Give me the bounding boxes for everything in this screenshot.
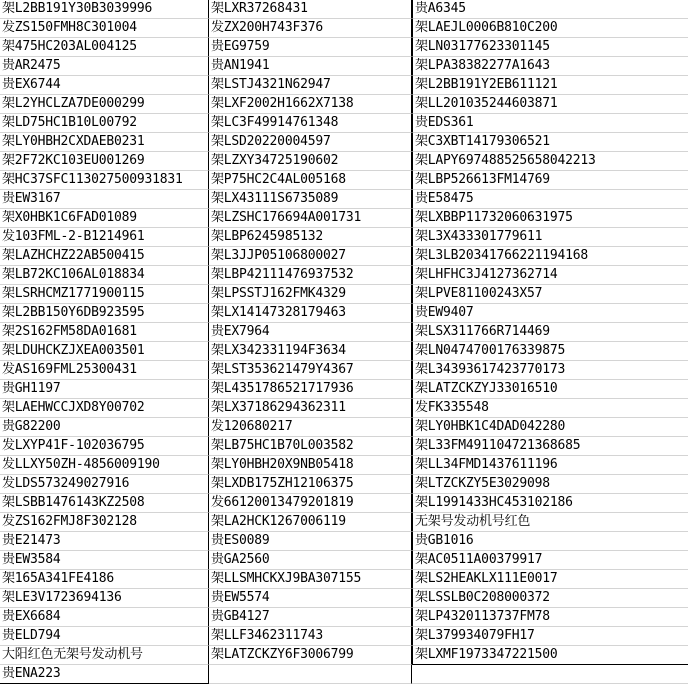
cell-r9-c2[interactable]: 架LZXY34725190602	[209, 152, 412, 171]
cell-r17-c1[interactable]: 架L2BB150Y6DB923595	[0, 304, 209, 323]
cell-r14-c2[interactable]: 架L3JJP05106800027	[209, 247, 412, 266]
cell-r15-c3[interactable]: 架LHFHC3J4127362714	[412, 266, 688, 285]
cell-r3-c2[interactable]: 贵EG9759	[209, 38, 412, 57]
cell-r27-c1[interactable]: 架LSBB1476143KZ2508	[0, 494, 209, 513]
cell-r20-c3[interactable]: 架L34393617423770173	[412, 361, 688, 380]
cell-r28-c3[interactable]: 无架号发动机号红色	[412, 513, 688, 532]
cell-r6-c2[interactable]: 架LXF2002H1662X7138	[209, 95, 412, 114]
cell-r10-c3[interactable]: 架LBP526613FM14769	[412, 171, 688, 190]
cell-r25-c1[interactable]: 发LLXY50ZH-4856009190	[0, 456, 209, 475]
cell-r13-c1[interactable]: 发103FML-2-B1214961	[0, 228, 209, 247]
cell-r4-c3[interactable]: 架LPA38382277A1643	[412, 57, 688, 76]
cell-r5-c1[interactable]: 贵EX6744	[0, 76, 209, 95]
cell-r28-c2[interactable]: 架LA2HCK1267006119	[209, 513, 412, 532]
cell-r35-c1[interactable]: 大阳红色无架号发动机号	[0, 646, 209, 665]
cell-r7-c3[interactable]: 贵EDS361	[412, 114, 688, 133]
cell-r25-c3[interactable]: 架LL34FMD1437611196	[412, 456, 688, 475]
cell-r33-c3[interactable]: 架LP4320113737FM78	[412, 608, 688, 627]
cell-r22-c2[interactable]: 架LX37186294362311	[209, 399, 412, 418]
cell-r4-c2[interactable]: 贵AN1941	[209, 57, 412, 76]
cell-r7-c2[interactable]: 架LC3F49914761348	[209, 114, 412, 133]
cell-r24-c3[interactable]: 架L33FM491104721368685	[412, 437, 688, 456]
cell-r34-c1[interactable]: 贵ELD794	[0, 627, 209, 646]
cell-r36-c2[interactable]	[209, 665, 412, 684]
cell-r23-c3[interactable]: 架LY0HBK1C4DAD042280	[412, 418, 688, 437]
cell-r12-c3[interactable]: 架LXBBP11732060631975	[412, 209, 688, 228]
cell-r19-c2[interactable]: 架LX342331194F3634	[209, 342, 412, 361]
cell-r23-c1[interactable]: 贵G82200	[0, 418, 209, 437]
cell-r10-c1[interactable]: 架HC37SFC113027500931831	[0, 171, 209, 190]
cell-r21-c3[interactable]: 架LATZCKZYJ33016510	[412, 380, 688, 399]
cell-r34-c3[interactable]: 架L379934079FH17	[412, 627, 688, 646]
cell-r11-c3[interactable]: 贵E58475	[412, 190, 688, 209]
cell-r9-c1[interactable]: 架2F72KC103EU001269	[0, 152, 209, 171]
cell-r35-c3[interactable]: 架LXMF1973347221500	[412, 646, 688, 665]
cell-r11-c1[interactable]: 贵EW3167	[0, 190, 209, 209]
cell-r10-c2[interactable]: 架P75HC2C4AL005168	[209, 171, 412, 190]
cell-r6-c3[interactable]: 架LL201035244603871	[412, 95, 688, 114]
cell-r4-c1[interactable]: 贵AR2475	[0, 57, 209, 76]
cell-r22-c1[interactable]: 架LAEHWCCJXD8Y00702	[0, 399, 209, 418]
cell-r22-c3[interactable]: 发FK335548	[412, 399, 688, 418]
cell-r32-c2[interactable]: 贵EW5574	[209, 589, 412, 608]
cell-r8-c2[interactable]: 架LSD20220004597	[209, 133, 412, 152]
cell-r7-c1[interactable]: 架LD75HC1B10L00792	[0, 114, 209, 133]
cell-r25-c2[interactable]: 架LY0HBH20X9NB05418	[209, 456, 412, 475]
cell-r32-c3[interactable]: 架LSSLB0C208000372	[412, 589, 688, 608]
cell-r3-c3[interactable]: 架LN03177623301145	[412, 38, 688, 57]
cell-r13-c3[interactable]: 架L3X433301779611	[412, 228, 688, 247]
cell-r34-c2[interactable]: 架LLF3462311743	[209, 627, 412, 646]
cell-r5-c2[interactable]: 架LSTJ4321N62947	[209, 76, 412, 95]
cell-r29-c3[interactable]: 贵GB1016	[412, 532, 688, 551]
cell-r27-c3[interactable]: 架L1991433HC453102186	[412, 494, 688, 513]
cell-r32-c1[interactable]: 架LE3V1723694136	[0, 589, 209, 608]
cell-r36-c3[interactable]	[412, 665, 688, 684]
cell-r12-c1[interactable]: 架X0HBK1C6FAD01089	[0, 209, 209, 228]
cell-r31-c1[interactable]: 架165A341FE4186	[0, 570, 209, 589]
cell-r2-c2[interactable]: 发ZX200H743F376	[209, 19, 412, 38]
cell-r19-c1[interactable]: 架LDUHCKZJXEA003501	[0, 342, 209, 361]
cell-r29-c1[interactable]: 贵E21473	[0, 532, 209, 551]
cell-r12-c2[interactable]: 架LZSHC176694A001731	[209, 209, 412, 228]
cell-r18-c2[interactable]: 贵EX7964	[209, 323, 412, 342]
cell-r23-c2[interactable]: 发120680217	[209, 418, 412, 437]
cell-r31-c3[interactable]: 架LS2HEAKLX111E0017	[412, 570, 688, 589]
cell-r36-c1[interactable]: 贵ENA223	[0, 665, 209, 684]
cell-r8-c1[interactable]: 架LY0HBH2CXDAEB0231	[0, 133, 209, 152]
cell-r26-c1[interactable]: 发LDS573249027916	[0, 475, 209, 494]
cell-r29-c2[interactable]: 贵ES0089	[209, 532, 412, 551]
cell-r6-c1[interactable]: 架L2YHCLZA7DE000299	[0, 95, 209, 114]
cell-r20-c2[interactable]: 架LST353621479Y4367	[209, 361, 412, 380]
cell-r17-c3[interactable]: 贵EW9407	[412, 304, 688, 323]
cell-r15-c1[interactable]: 架LB72KC106AL018834	[0, 266, 209, 285]
cell-r30-c2[interactable]: 贵GA2560	[209, 551, 412, 570]
cell-r5-c3[interactable]: 架L2BB191Y2EB611121	[412, 76, 688, 95]
cell-r24-c1[interactable]: 发LXYP41F-102036795	[0, 437, 209, 456]
cell-r1-c1[interactable]: 架L2BB191Y30B3039996	[0, 0, 209, 19]
cell-r21-c2[interactable]: 架L4351786521717936	[209, 380, 412, 399]
cell-r27-c2[interactable]: 发66120013479201819	[209, 494, 412, 513]
cell-r21-c1[interactable]: 贵GH1197	[0, 380, 209, 399]
cell-r11-c2[interactable]: 架LX43111S6735089	[209, 190, 412, 209]
cell-r16-c2[interactable]: 架LPSSTJ162FMK4329	[209, 285, 412, 304]
cell-r16-c1[interactable]: 架LSRHCMZ1771900115	[0, 285, 209, 304]
cell-r19-c3[interactable]: 架LN0474700176339875	[412, 342, 688, 361]
cell-r1-c3[interactable]: 贵A6345	[412, 0, 688, 19]
cell-r26-c2[interactable]: 架LXDB175ZH12106375	[209, 475, 412, 494]
cell-r33-c2[interactable]: 贵GB4127	[209, 608, 412, 627]
cell-r28-c1[interactable]: 发ZS162FMJ8F302128	[0, 513, 209, 532]
cell-r24-c2[interactable]: 架LB75HC1B70L003582	[209, 437, 412, 456]
cell-r8-c3[interactable]: 架C3XBT14179306521	[412, 133, 688, 152]
cell-r14-c3[interactable]: 架L3LB20341766221194168	[412, 247, 688, 266]
cell-r14-c1[interactable]: 架LAZHCHZ22AB500415	[0, 247, 209, 266]
cell-r18-c3[interactable]: 架LSX311766R714469	[412, 323, 688, 342]
cell-r30-c1[interactable]: 贵EW3584	[0, 551, 209, 570]
cell-r30-c3[interactable]: 架AC0511A00379917	[412, 551, 688, 570]
cell-r3-c1[interactable]: 架475HC203AL004125	[0, 38, 209, 57]
cell-r31-c2[interactable]: 架LLSMHCKXJ9BA307155	[209, 570, 412, 589]
cell-r13-c2[interactable]: 架LBP6245985132	[209, 228, 412, 247]
cell-r35-c2[interactable]: 架LATZCKZY6F3006799	[209, 646, 412, 665]
cell-r26-c3[interactable]: 架LTZCKZY5E3029098	[412, 475, 688, 494]
cell-r1-c2[interactable]: 架LXR37268431	[209, 0, 412, 19]
cell-r16-c3[interactable]: 架LPVE81100243X57	[412, 285, 688, 304]
cell-r15-c2[interactable]: 架LBP42111476937532	[209, 266, 412, 285]
cell-r2-c3[interactable]: 架LAEJL0006B810C200	[412, 19, 688, 38]
cell-r2-c1[interactable]: 发ZS150FMH8C301004	[0, 19, 209, 38]
cell-r33-c1[interactable]: 贵EX6684	[0, 608, 209, 627]
cell-r9-c3[interactable]: 架LAPY697488525658042213	[412, 152, 688, 171]
cell-r20-c1[interactable]: 发AS169FML25300431	[0, 361, 209, 380]
cell-r18-c1[interactable]: 架2S162FM58DA01681	[0, 323, 209, 342]
cell-r17-c2[interactable]: 架LX14147328179463	[209, 304, 412, 323]
